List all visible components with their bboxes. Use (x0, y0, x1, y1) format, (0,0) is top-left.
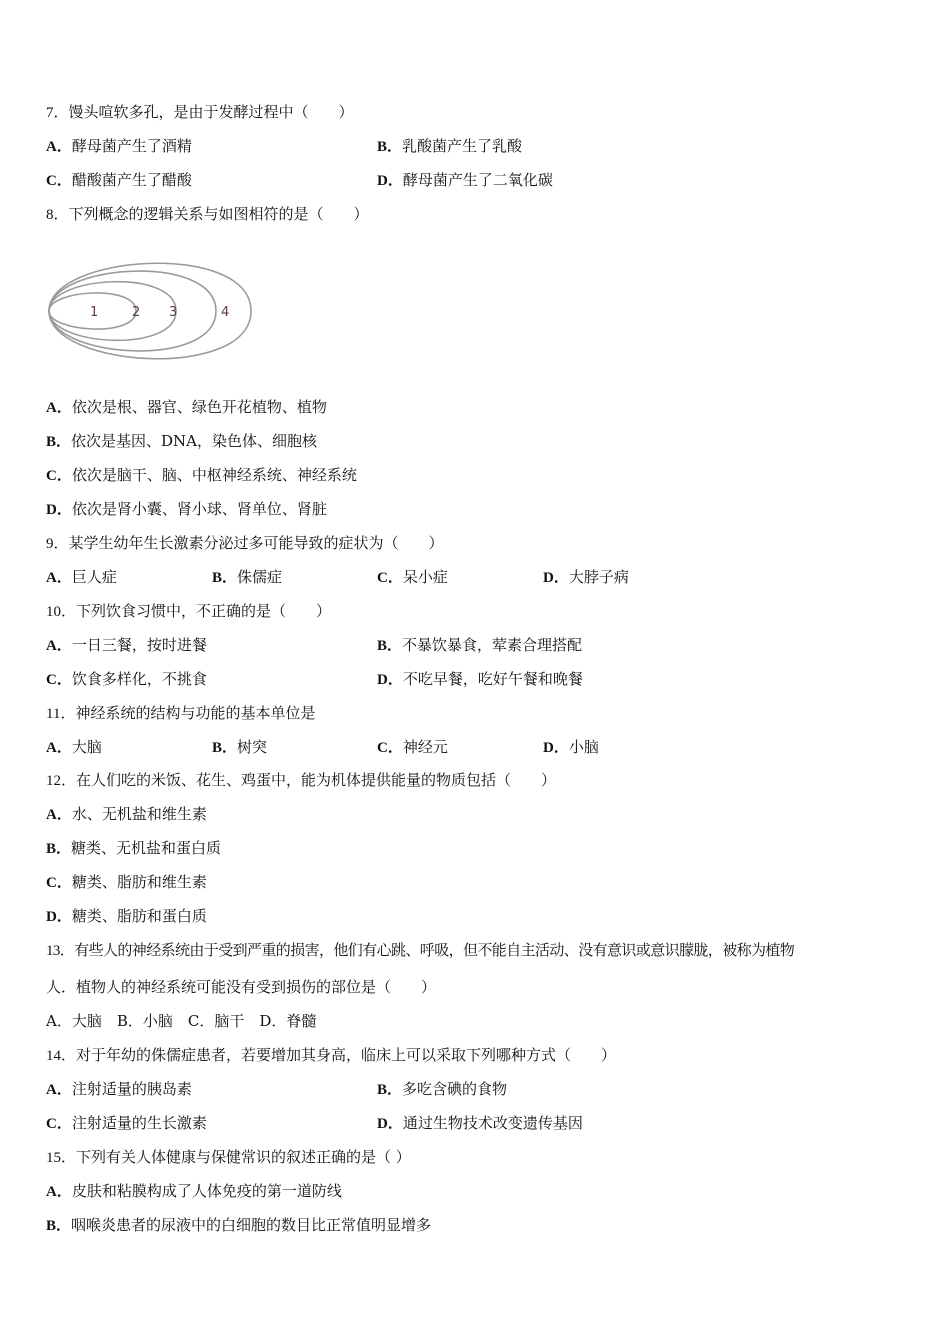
question-text: 对于年幼的侏儒症患者，若要增加其身高，临床上可以采取下列哪种方式（ ） (76, 1046, 617, 1064)
question-text: 某学生幼年生长激素分泌过多可能导致的症状为（ ） (68, 534, 444, 552)
question-text: 下列有关人体健康与保健常识的叙述正确的是（ ） (76, 1148, 411, 1166)
question-text: 在人们吃的米饭、花生、鸡蛋中，能为机体提供能量的物质包括（ ） (76, 771, 557, 789)
option-c: C．醋酸菌产生了醋酸 (46, 171, 192, 189)
question-8-option-c: C．依次是脑干、脑、中枢神经系统、神经系统 (46, 466, 357, 484)
question-10-stem (46, 601, 331, 622)
question-12-option-b: B．糖类、无机盐和蛋白质 (46, 839, 222, 857)
nested-ellipse-diagram (46, 246, 256, 376)
question-12-option-d: D．糖类、脂肪和蛋白质 (46, 907, 207, 925)
question-9-stem (46, 533, 444, 554)
question-number: 15． (46, 1150, 77, 1166)
question-8-stem (46, 204, 369, 225)
option-b: B．乳酸菌产生了乳酸 (377, 137, 523, 155)
option-c: C．神经元 (377, 738, 448, 756)
question-number: 9． (46, 536, 69, 552)
question-number: 8． (46, 207, 69, 223)
question-8-option-d: D．依次是肾小囊、肾小球、肾单位、肾脏 (46, 500, 327, 518)
diagram-label-4: 4 (221, 305, 230, 320)
question-number: 14． (46, 1048, 77, 1064)
diagram-label-1: 1 (90, 305, 99, 320)
option-c: C．呆小症 (377, 568, 448, 586)
option-a: A．大脑 (46, 738, 102, 756)
question-8-option-a: A．依次是根、器官、绿色开花植物、植物 (46, 398, 327, 416)
question-8-option-b: B．依次是基因、DNA，染色体、细胞核 (46, 432, 318, 450)
question-number: 12． (46, 773, 77, 789)
option-d: D．小脑 (543, 738, 599, 756)
question-text: 馒头喧软多孔，是由于发酵过程中（ ） (68, 103, 354, 121)
diagram-label-3: 3 (169, 305, 178, 320)
option-a: A．一日三餐，按时进餐 (46, 636, 207, 654)
option-d: D．酵母菌产生了二氧化碳 (377, 171, 553, 189)
option-b: B．树突 (212, 738, 268, 756)
question-number: 7． (46, 105, 69, 121)
diagram-label-2: 2 (132, 305, 141, 320)
question-13-stem-line1 (46, 940, 794, 961)
question-number: 11． (46, 706, 76, 722)
option-d: D．大脖子病 (543, 568, 629, 586)
option-c: C．注射适量的生长激素 (46, 1114, 207, 1132)
option-a: A．巨人症 (46, 568, 117, 586)
option-a: A．注射适量的胰岛素 (46, 1080, 192, 1098)
question-15-option-a: A．皮肤和粘膜构成了人体免疫的第一道防线 (46, 1182, 342, 1200)
option-c: C．饮食多样化，不挑食 (46, 670, 207, 688)
question-15-stem (46, 1147, 411, 1168)
option-d: D．不吃早餐，吃好午餐和晚餐 (377, 670, 583, 688)
option-b: B．不暴饮暴食，荤素合理搭配 (377, 636, 583, 654)
question-13-options: A．大脑 B．小脑 C．脑干 D．脊髓 (46, 1012, 317, 1030)
option-b: B．侏儒症 (212, 568, 283, 586)
question-11-stem (46, 703, 315, 724)
question-text: 神经系统的结构与功能的基本单位是 (75, 704, 316, 722)
question-text: 下列饮食习惯中，不正确的是（ ） (76, 602, 332, 620)
question-number: 10． (46, 604, 77, 620)
question-12-stem (46, 770, 556, 791)
question-7-stem (46, 102, 354, 123)
question-13-stem-line2: 人．植物人的神经系统可能没有受到损伤的部位是（ ） (46, 978, 437, 996)
question-text: 有些人的神经系统由于受到严重的损害，他们有心跳、呼吸，但不能自主活动、没有意识或意识朦胧，被称为植物 (74, 941, 795, 959)
question-number: 13． (46, 943, 75, 959)
option-d: D．通过生物技术改变遗传基因 (377, 1114, 583, 1132)
question-14-stem (46, 1045, 616, 1066)
question-text: 下列概念的逻辑关系与如图相符的是（ ） (68, 205, 369, 223)
question-15-option-b: B．咽喉炎患者的尿液中的白细胞的数目比正常值明显增多 (46, 1216, 432, 1234)
question-12-option-c: C．糖类、脂肪和维生素 (46, 873, 207, 891)
question-12-option-a: A．水、无机盐和维生素 (46, 805, 207, 823)
option-a: A．酵母菌产生了酒精 (46, 137, 192, 155)
option-b: B．多吃含碘的食物 (377, 1080, 508, 1098)
